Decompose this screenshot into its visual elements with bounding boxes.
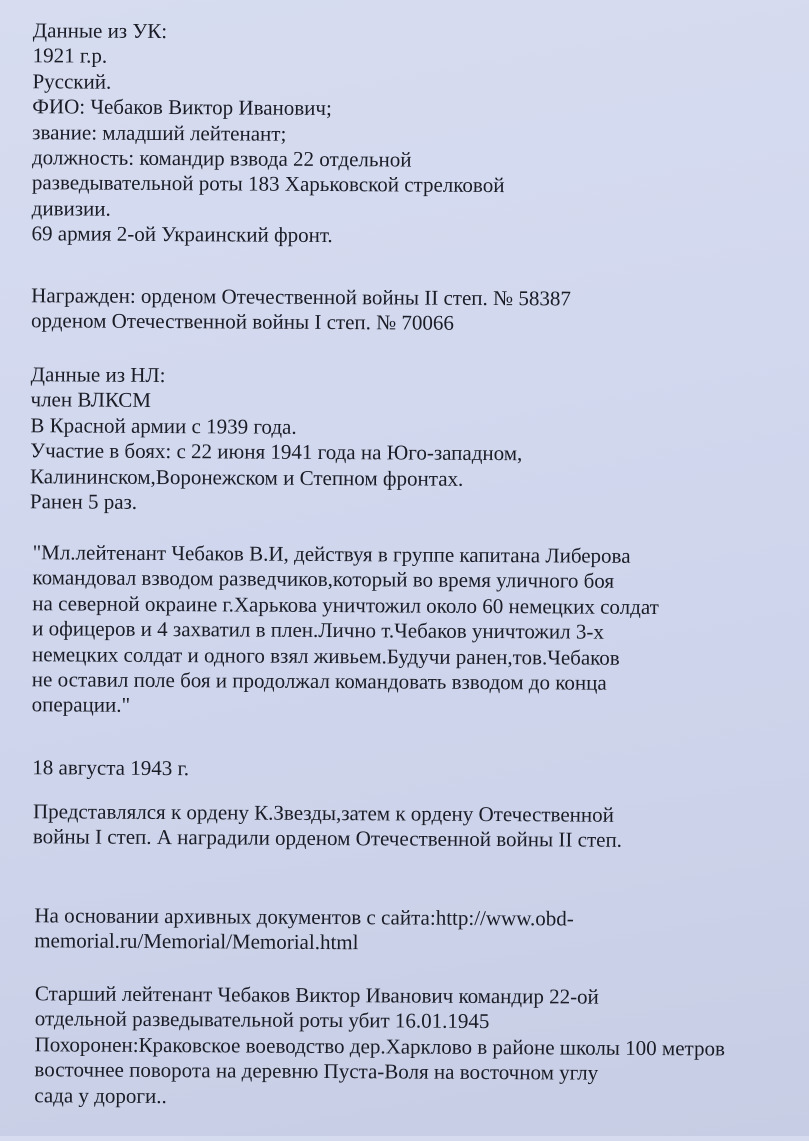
uk-data-section [31,18,505,250]
army-front: 69 армия 2-ой Украинский фронт. [31,221,333,248]
quote-line: операции." [31,692,131,718]
quote-line: командовал взводом разведчиков,который во время уличного боя [32,565,615,594]
burial-line: восточнее поворота на деревню Пуста-Воля на восточном углу [34,1057,599,1085]
uk-heading: Данные из УК: [32,18,168,44]
death-line: отдельной разведывательной роты убит 16.01.1945 [34,1006,490,1034]
quote-line: на северной окраине г.Харькова уничтожил около 60 немецких солдат [32,591,659,619]
position-line-3: дивизии. [31,196,111,221]
nomination-section [33,799,622,853]
quote-line: и офицеров и 4 захватил в плен.Лично т.Чебаков уничтожил 3-х [32,616,604,644]
quote-line: "Мл.лейтенант Чебаков В.И, действуя в группе капитана Либерова [32,540,631,568]
citation-date [32,755,189,781]
award-line-2: орденом Отечественной войны I степ. № 70066 [30,308,455,336]
position-line-2: разведывательной роты 183 Харьковской стрелковой [31,170,505,198]
death-burial-section [34,981,725,1112]
quote-line: не оставил поле боя и продолжал командовать взводом до конца [31,667,607,695]
battles-line-1: Участие в боях: с 22 июня 1941 года на Юго-западном, [30,438,523,466]
battles-line-2: Калининском,Воронежском и Степном фронтах. [30,463,464,491]
burial-line: сада у дороги.. [34,1082,167,1108]
nl-data-section [30,362,523,517]
full-name: ФИО: Чебаков Виктор Иванович; [32,94,332,121]
nomination-line-1: Представлялся к ордену К.Звезды,затем к ордену Отечественной [32,799,614,827]
membership: член ВЛКСМ [30,387,152,413]
birth-year: 1921 г.р. [32,43,108,69]
source-line-1: На основании архивных документов с сайта:http://www.obd- [34,903,574,931]
source-line-2: memorial.ru/Memorial/Memorial.html [34,928,359,955]
rank: звание: младший лейтенант; [32,119,287,146]
wounds: Ранен 5 раз. [29,489,138,514]
nationality: Русский. [32,69,112,94]
nomination-line-2: войны I степ. А наградили орденом Отечественной войны II степ. [32,824,623,853]
nl-heading: Данные из НЛ: [30,362,166,388]
award-line-1: Награжден: орденом Отечественной войны II степ. № 58387 [31,283,571,311]
death-line: Старший лейтенант Чебаков Виктор Иванович командир 22-ой [34,981,599,1009]
awards-section [31,283,571,337]
service-start: В Красной армии с 1939 года. [30,413,297,439]
date-line: 18 августа 1943 г. [32,755,190,781]
position-line-1: должность: командир взвода 22 отдельной [31,145,412,172]
quote-line: немецких солдат и одного взял живьем.Будучи ранен,тов.Чебаков [31,641,620,670]
citation-quote [32,540,660,722]
source-section [34,903,574,957]
burial-line: Похоронен:Краковское воеводство дер.Харклово в районе школы 100 метров [34,1032,725,1061]
